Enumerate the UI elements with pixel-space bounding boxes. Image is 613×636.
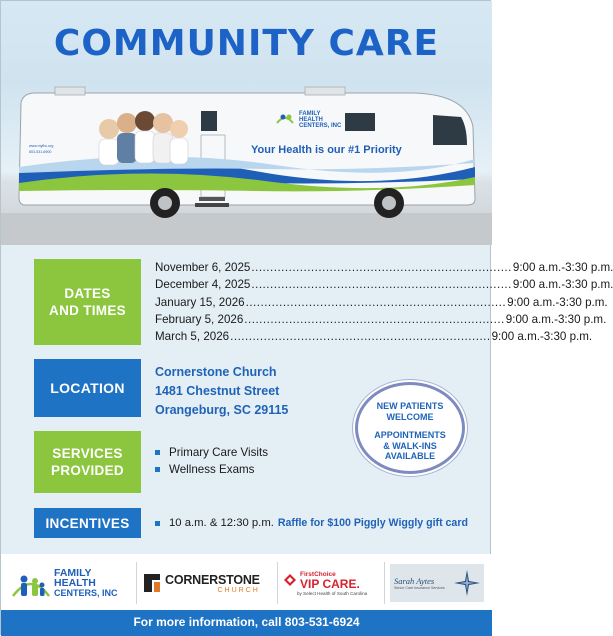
bus-slogan: Your Health is our #1 Priority — [251, 144, 402, 156]
new-patients-badge — [355, 382, 465, 474]
dates-label-line2: AND TIMES — [49, 303, 126, 318]
sarah-aytes-name: Sarah Aytes — [394, 576, 435, 586]
compass-star-icon — [453, 569, 481, 597]
leader-dots: ...................................................................... — [244, 312, 505, 326]
badge-line: NEW PATIENTS — [376, 401, 444, 411]
time-text: 9:00 a.m.-3:30 p.m. — [505, 312, 607, 326]
bus-org-name: FAMILY — [299, 111, 321, 117]
location-name: Cornerstone Church — [155, 365, 277, 379]
leader-dots: ...................................................................... — [230, 330, 491, 344]
date-row — [155, 311, 607, 328]
dates-label-line1: DATES — [64, 286, 111, 301]
bus-phone: 803-531-6900 — [29, 150, 52, 154]
date-text: November 6, 2025 — [155, 261, 251, 274]
date-row — [155, 259, 613, 276]
list-item — [155, 444, 268, 461]
badge-line: WELCOME — [386, 411, 434, 422]
date-row — [155, 328, 593, 345]
title-banner — [1, 1, 492, 91]
dates-label — [34, 259, 141, 345]
date-row — [155, 276, 613, 293]
location-city: Orangeburg, SC 29115 — [155, 403, 289, 417]
sponsor-logos — [1, 554, 492, 610]
fhc-logo-text: CENTERS, INC — [54, 588, 118, 598]
services-label-line2: PROVIDED — [51, 463, 124, 478]
list-item — [155, 461, 268, 478]
incentives-label — [34, 508, 141, 538]
cornerstone-logo — [142, 562, 272, 604]
badge-line: AVAILABLE — [384, 451, 436, 461]
cornerstone-logo-text: CORNERSTONE — [165, 572, 260, 587]
services-label-line1: SERVICES — [52, 446, 123, 461]
time-text: 9:00 a.m.-3:30 p.m. — [491, 330, 593, 344]
time-text: 9:00 a.m.-3:30 p.m. — [507, 295, 608, 309]
mobile-clinic-photo — [1, 81, 492, 245]
bus-org-name-3: CENTERS, INC — [299, 123, 342, 129]
service-text: Primary Care Visits — [169, 446, 268, 459]
incentives-label-text: INCENTIVES — [45, 515, 130, 531]
location-label — [34, 359, 141, 417]
fhc-logo-text: HEALTH — [54, 577, 96, 589]
leader-dots: ...................................................................... — [245, 295, 507, 309]
sarah-aytes-logo — [390, 564, 484, 602]
bullet-icon — [155, 521, 160, 526]
fhc-logo — [11, 562, 129, 604]
fhc-logo-text: FAMILY — [54, 567, 92, 579]
cornerstone-logo-sub: CHURCH — [217, 586, 260, 594]
location-street: 1481 Chestnut Street — [155, 384, 280, 398]
leader-dots: ...................................................................... — [251, 261, 512, 274]
mobile-clinic-bus — [15, 87, 477, 219]
location-label-text: LOCATION — [50, 380, 125, 396]
bullet-icon — [155, 467, 160, 472]
vip-care-logo — [283, 562, 381, 604]
dates-list — [155, 259, 613, 345]
service-text: Wellness Exams — [169, 463, 255, 476]
vip-care-pre: FirstChoice — [300, 570, 336, 578]
date-row — [155, 294, 608, 311]
fhc-family-icon — [11, 566, 51, 600]
bus-org-name-2: HEALTH — [299, 117, 323, 123]
logo-divider — [277, 562, 278, 604]
logo-divider — [136, 562, 137, 604]
date-text: February 5, 2026 — [155, 312, 244, 326]
sarah-aytes-sub: Senior Care Insurance Services — [394, 586, 445, 590]
bus-website: www.myfhc.org — [29, 144, 54, 148]
cornerstone-icon — [142, 572, 162, 594]
page-title: COMMUNITY CARE — [53, 23, 440, 64]
vip-care-icon — [283, 573, 297, 587]
logo-divider — [384, 562, 385, 604]
bullet-icon — [155, 450, 160, 455]
date-text: January 15, 2026 — [155, 295, 245, 309]
leader-dots: ...................................................................... — [251, 278, 512, 292]
incentives-text — [155, 517, 468, 529]
vip-care-main: VIP CARE. — [300, 576, 360, 591]
time-text: 9:00 a.m.-3:30 p.m. — [512, 278, 613, 292]
date-text: March 5, 2026 — [155, 330, 230, 344]
date-text: December 4, 2025 — [155, 278, 251, 292]
services-label — [34, 431, 141, 493]
time-text: 9:00 a.m.-3:30 p.m. — [512, 261, 613, 274]
services-list — [155, 444, 268, 478]
incentive-times: 10 a.m. & 12:30 p.m. — [169, 517, 274, 529]
vip-care-sub: by Select Health of South Carolina — [297, 590, 368, 596]
footer-contact: For more information, call 803-531-6924 — [1, 610, 492, 636]
badge-line: & WALK-INS — [383, 440, 437, 451]
incentive-raffle: Raffle for $100 Piggly Wiggly gift card — [277, 517, 468, 529]
location-address — [155, 363, 288, 420]
badge-line: APPOINTMENTS — [374, 430, 446, 440]
